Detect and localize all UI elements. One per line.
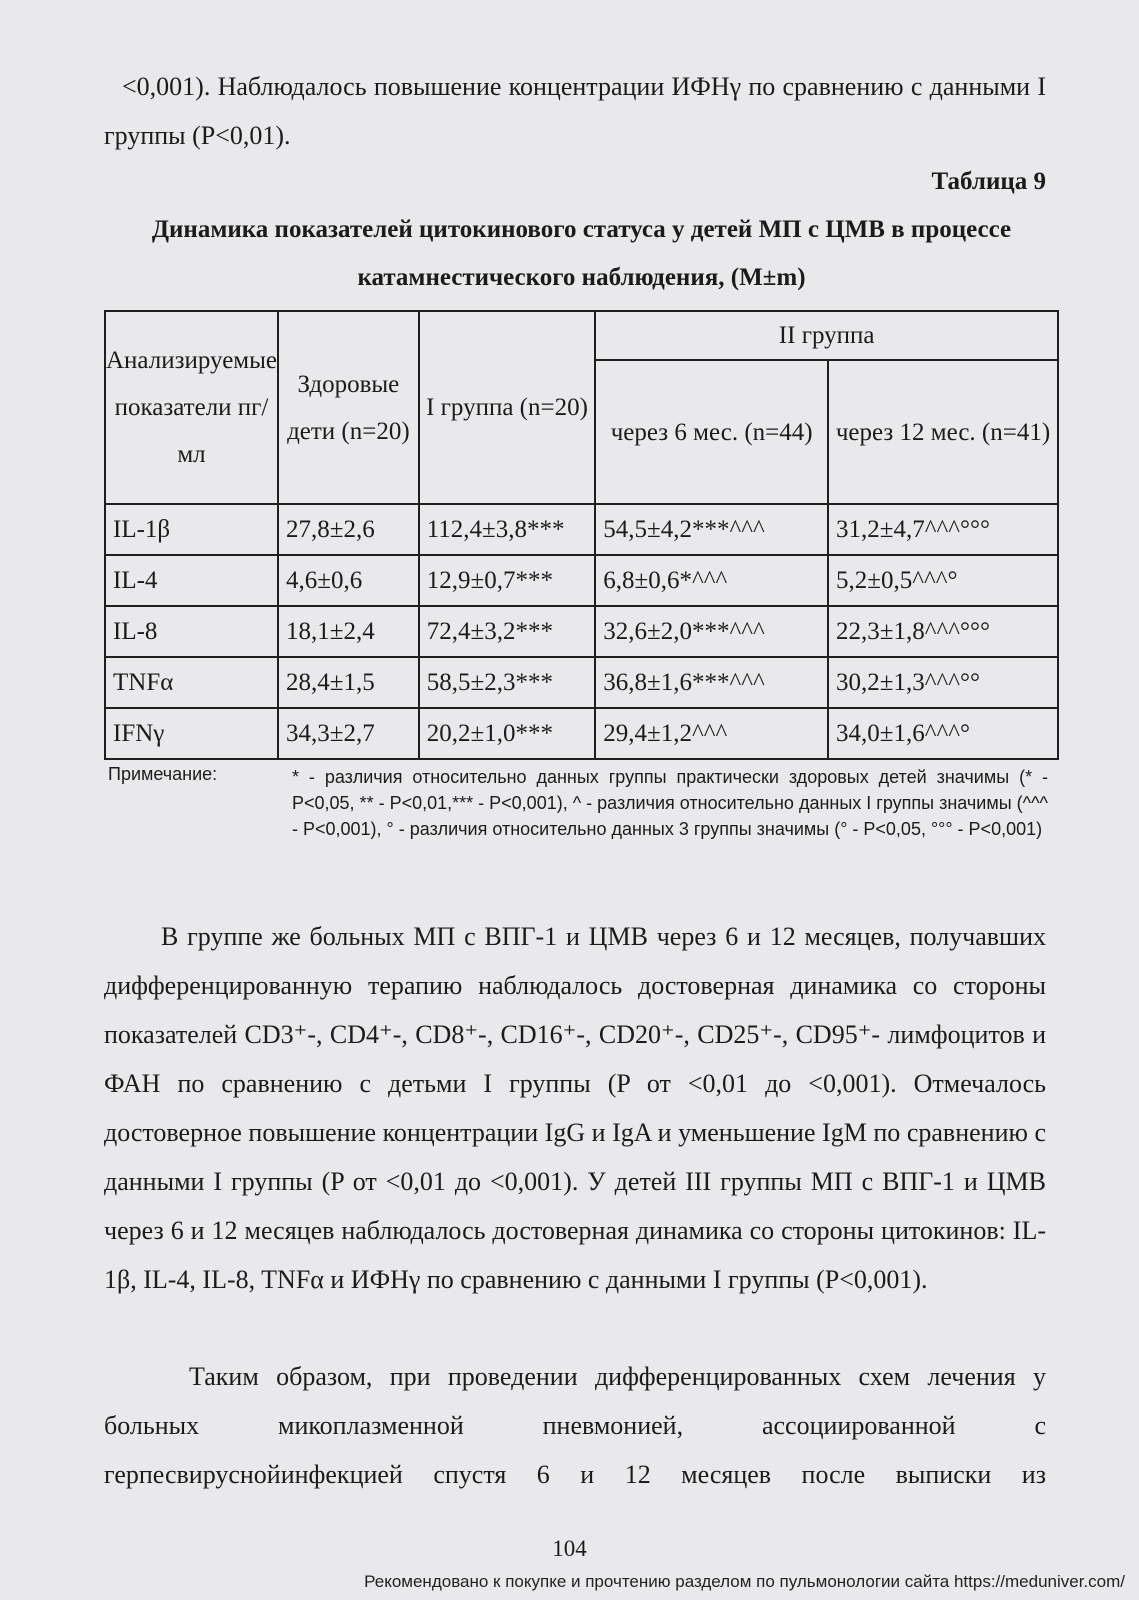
- table-cell: IL-8: [105, 606, 278, 657]
- table-cell: 36,8±1,6***^^^: [595, 657, 828, 708]
- table-row: [105, 708, 1058, 759]
- table-number: Таблица 9: [931, 168, 1046, 195]
- table-cell: TNFα: [105, 657, 278, 708]
- header-group2: II группа: [595, 311, 1058, 360]
- table-cell: 22,3±1,8^^^°°°: [828, 606, 1058, 657]
- table-cell: 20,2±1,0***: [419, 708, 596, 759]
- header-group2-12m: через 12 мес. (n=41): [828, 360, 1058, 504]
- table-cell: 34,0±1,6^^^°: [828, 708, 1058, 759]
- table-row: [105, 555, 1058, 606]
- header-group2-6m: через 6 мес. (n=44): [595, 360, 828, 504]
- table-caption: Динамика показателей цитокинового статуса у детей МП с ЦМВ в процессе катамнестического наблюдения, (M±m): [151, 216, 1012, 291]
- note-label: Примечание:: [108, 764, 218, 784]
- footer-recommendation: Рекомендовано к покупке и прочтению разделом по пульмонологии сайта https://meduniver.com/: [364, 1572, 1125, 1591]
- table-cell: 32,6±2,0***^^^: [595, 606, 828, 657]
- table-cell: 30,2±1,3^^^°°: [828, 657, 1058, 708]
- intro-paragraph: <0,001). Наблюдалось повышение концентрации ИФНγ по сравнению с данными I группы (P<0,01).: [104, 72, 1046, 150]
- cytokine-table: [104, 310, 1059, 760]
- table-cell: 58,5±2,3***: [419, 657, 596, 708]
- table-cell: 18,1±2,4: [278, 606, 419, 657]
- table-cell: 4,6±0,6: [278, 555, 419, 606]
- note-text: * - различия относительно данных группы практически здоровых детей значимы (* - P<0,05, ** - P<0,01,*** - P<0,001), ^ - различия относительно данных I группы значимы (^^^ - P<0,001), ° - различия относительно данных 3 группы значимы (° - P<0,05, °°° - P<0,001): [292, 767, 1048, 839]
- table-cell: IL-4: [105, 555, 278, 606]
- page-number: 104: [552, 1536, 587, 1561]
- table-row: [105, 504, 1058, 555]
- table-cell: 5,2±0,5^^^°: [828, 555, 1058, 606]
- table-cell: 34,3±2,7: [278, 708, 419, 759]
- table-cell: 28,4±1,5: [278, 657, 419, 708]
- paragraph-2: Таким образом, при проведении дифференцированных схем лечения у больных микоплазменной пневмонией, ассоциированной с герпесвируснойинфекцией спустя 6 и 12 месяцев после выписки из: [104, 1362, 1046, 1489]
- header-group1: I группа (n=20): [419, 311, 596, 504]
- table-row: [105, 657, 1058, 708]
- table-cell: IL-1β: [105, 504, 278, 555]
- header-indicator: Анализируемые показатели пг/мл: [105, 311, 278, 504]
- table-cell: 72,4±3,2***: [419, 606, 596, 657]
- header-healthy: Здоровые дети (n=20): [278, 311, 419, 504]
- table-cell: 12,9±0,7***: [419, 555, 596, 606]
- table-cell: 29,4±1,2^^^: [595, 708, 828, 759]
- table-cell: 31,2±4,7^^^°°°: [828, 504, 1058, 555]
- paragraph-1: В группе же больных МП с ВПГ-1 и ЦМВ через 6 и 12 месяцев, получавших дифференцированную терапию наблюдалось достоверная динамика со стороны показателей CD3⁺-, CD4⁺-, CD8⁺-, CD16⁺-, CD20⁺-, CD25⁺-, CD95⁺- лимфоцитов и ФАН по сравнению с детьми I группы (P от <0,01 до <0,001). Отмечалось достоверное повышение концентрации IgG и IgA и уменьшение IgM по сравнению с данными I группы (P от <0,01 до <0,001). У детей III группы МП с ВПГ-1 и ЦМВ через 6 и 12 месяцев наблюдалось достоверная динамика со стороны цитокинов: IL-1β, IL-4, IL-8, TNFα и ИФНγ по сравнению с данными I группы (P<0,001).: [104, 922, 1046, 1294]
- table-cell: IFNγ: [105, 708, 278, 759]
- table-row: [105, 606, 1058, 657]
- table-cell: 27,8±2,6: [278, 504, 419, 555]
- table-cell: 112,4±3,8***: [419, 504, 596, 555]
- table-cell: 6,8±0,6*^^^: [595, 555, 828, 606]
- table-cell: 54,5±4,2***^^^: [595, 504, 828, 555]
